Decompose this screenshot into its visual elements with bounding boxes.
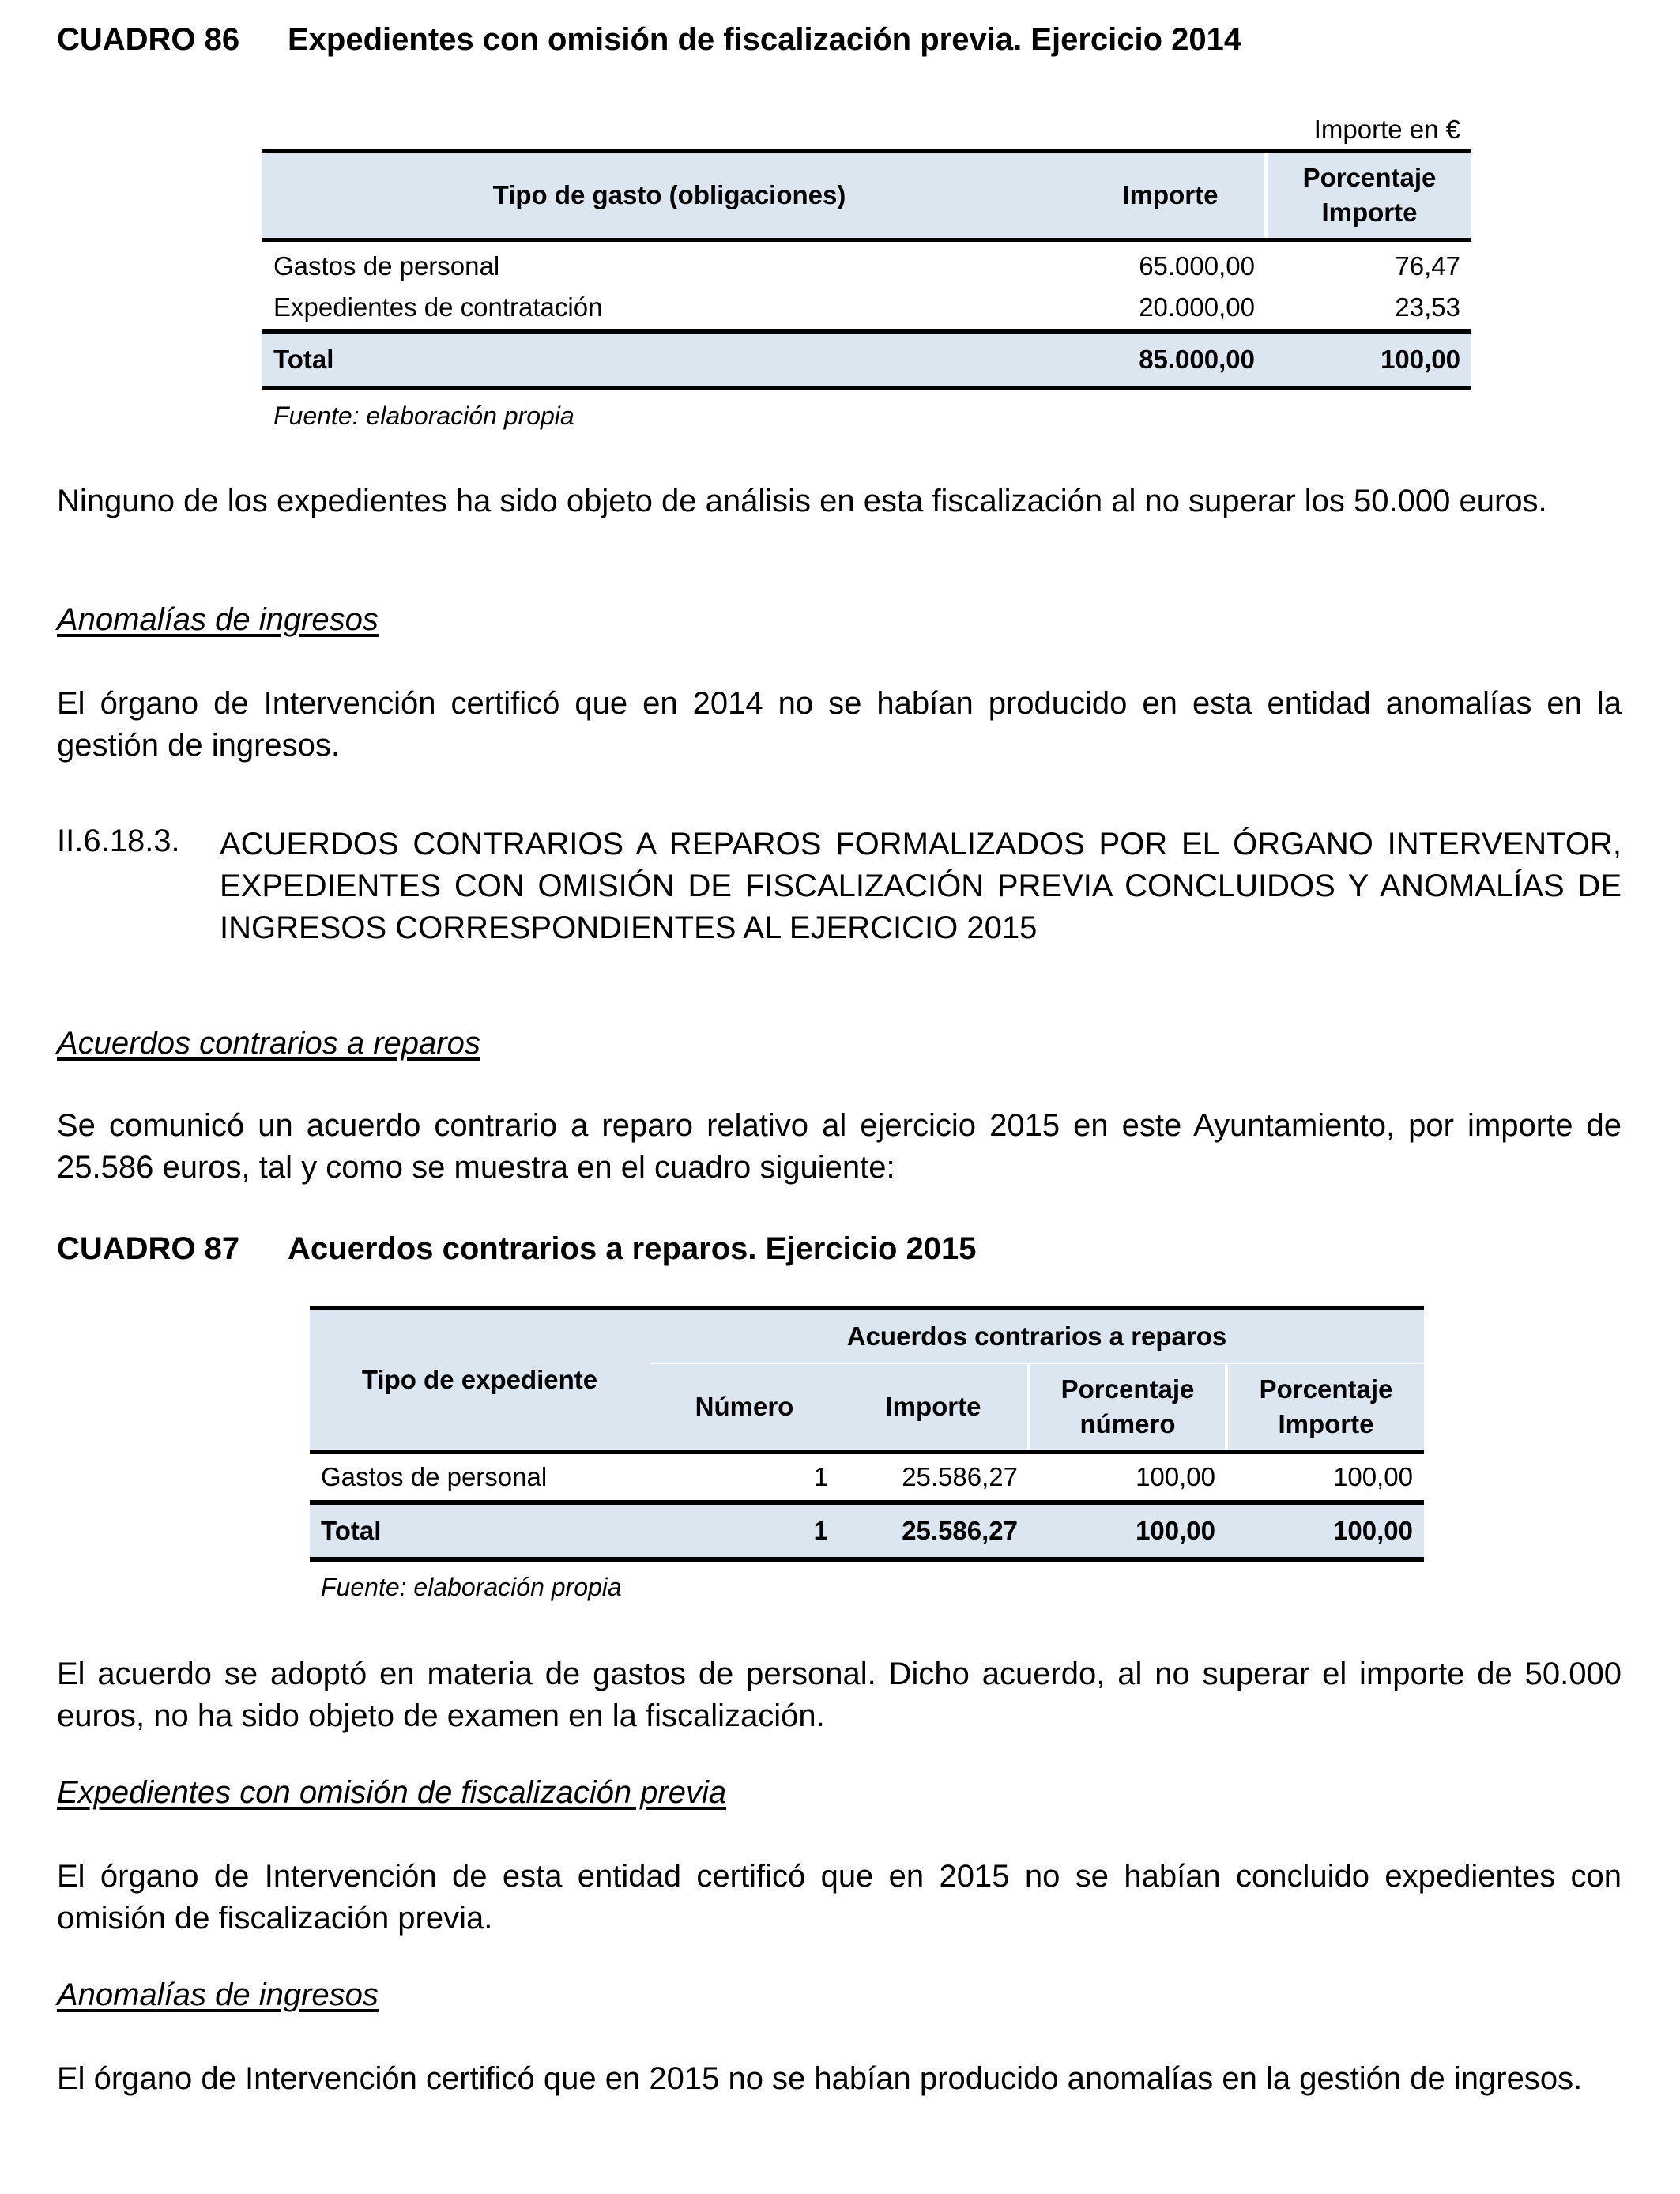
header-pct-numero [1029, 1363, 1226, 1452]
cuadro-87-number: CUADRO 87 [57, 1231, 240, 1266]
header-importe: Importe [839, 1363, 1029, 1452]
paragraph-5: El órgano de Intervención de esta entidad certificó que en 2015 no se habían concluido expedientes con omisión de fiscalización previa. [57, 1859, 1622, 1936]
header-importe: Importe [1076, 151, 1266, 239]
header-pct-numero-l2: número [1079, 1409, 1176, 1439]
paragraph-4: El acuerdo se adoptó en materia de gastos de personal. Dicho acuerdo, al no superar el importe de 50.000 euros, no ha sido objeto de examen en la fiscalización. [57, 1657, 1622, 1733]
total-label: Total [310, 1502, 650, 1559]
section-heading: ACUERDOS CONTRARIOS A REPAROS FORMALIZADOS POR EL ÓRGANO INTERVENTOR, EXPEDIENTES CON OMISIÓN DE FISCALIZACIÓN PREVIA CONCLUIDOS Y ANOMALÍAS DE INGRESOS CORRESPONDIENTES AL EJERCICIO 2015 [220, 827, 1622, 945]
header-tipo-gasto: Tipo de gasto (obligaciones) [262, 151, 1076, 239]
cuadro-86-number: CUADRO 86 [57, 22, 240, 57]
total-importe: 25.586,27 [839, 1502, 1029, 1559]
header-pct-importe [1226, 1363, 1424, 1452]
total-row [310, 1502, 1424, 1559]
table-row [262, 239, 1471, 285]
total-row [262, 331, 1471, 388]
subheading-acuerdos: Acuerdos contrarios a reparos [57, 1026, 480, 1061]
cell-pct-importe: 100,00 [1226, 1452, 1424, 1502]
cuadro-87-table [310, 1306, 1424, 1602]
cell-importe: 65.000,00 [1076, 239, 1266, 285]
unit-note: Importe en € [1313, 115, 1460, 144]
total-porcentaje: 100,00 [1266, 331, 1471, 388]
cuadro-87-source: Fuente: elaboración propia [321, 1573, 622, 1601]
header-porcentaje [1266, 151, 1471, 239]
cell-tipo: Expedientes de contratación [273, 292, 603, 322]
total-numero: 1 [650, 1502, 839, 1559]
cuadro-86-title [57, 22, 1241, 58]
paragraph-1: Ninguno de los expedientes ha sido objeto de análisis en esta fiscalización al no superar los 50.000 euros. [57, 484, 1547, 518]
total-pct-importe: 100,00 [1226, 1502, 1424, 1559]
header-pct-numero-l1: Porcentaje [1060, 1374, 1195, 1404]
cell-importe: 25.586,27 [839, 1452, 1029, 1502]
cell-porcentaje: 76,47 [1266, 239, 1471, 285]
paragraph-6: El órgano de Intervención certificó que en 2015 no se habían producido anomalías en la gestión de ingresos. [57, 2061, 1583, 2096]
cuadro-86-caption: Expedientes con omisión de fiscalización previa. Ejercicio 2014 [288, 22, 1242, 57]
header-pct-importe-l1: Porcentaje [1259, 1374, 1393, 1404]
header-porcentaje-l2: Importe [1321, 198, 1418, 228]
cell-numero: 1 [650, 1452, 839, 1502]
cell-tipo: Gastos de personal [310, 1452, 650, 1502]
cuadro-86-source: Fuente: elaboración propia [273, 401, 574, 430]
header-pct-importe-l2: Importe [1278, 1409, 1374, 1439]
subheading-anomalias-2015: Anomalías de ingresos [57, 1977, 379, 2012]
cell-porcentaje: 23,53 [1395, 292, 1460, 322]
cell-tipo: Gastos de personal [262, 239, 1076, 285]
cell-importe: 20.000,00 [1139, 292, 1255, 322]
total-label: Total [262, 331, 1076, 388]
section-number: II.6.18.3. [57, 824, 180, 858]
cuadro-86-table [262, 111, 1471, 431]
table-row [310, 1452, 1424, 1502]
header-group-acuerdos: Acuerdos contrarios a reparos [650, 1308, 1424, 1363]
header-tipo-expediente: Tipo de expediente [310, 1308, 650, 1452]
subheading-anomalias-2014: Anomalías de ingresos [57, 602, 379, 637]
total-pct-numero: 100,00 [1029, 1502, 1226, 1559]
table-row [262, 285, 1471, 331]
subheading-omision: Expedientes con omisión de fiscalización previa [57, 1775, 727, 1810]
paragraph-3: Se comunicó un acuerdo contrario a reparo relativo al ejercicio 2015 en este Ayuntamiento, por importe de 25.586 euros, tal y como se muestra en el cuadro siguiente: [57, 1108, 1622, 1185]
total-importe: 85.000,00 [1076, 331, 1266, 388]
header-porcentaje-l1: Porcentaje [1302, 163, 1437, 193]
cuadro-87-title [57, 1231, 977, 1267]
cuadro-87-caption: Acuerdos contrarios a reparos. Ejercicio 2015 [288, 1231, 977, 1266]
paragraph-2: El órgano de Intervención certificó que en 2014 no se habían producido en esta entidad anomalías en la gestión de ingresos. [57, 686, 1622, 763]
header-numero: Número [650, 1363, 839, 1452]
cell-pct-numero: 100,00 [1029, 1452, 1226, 1502]
